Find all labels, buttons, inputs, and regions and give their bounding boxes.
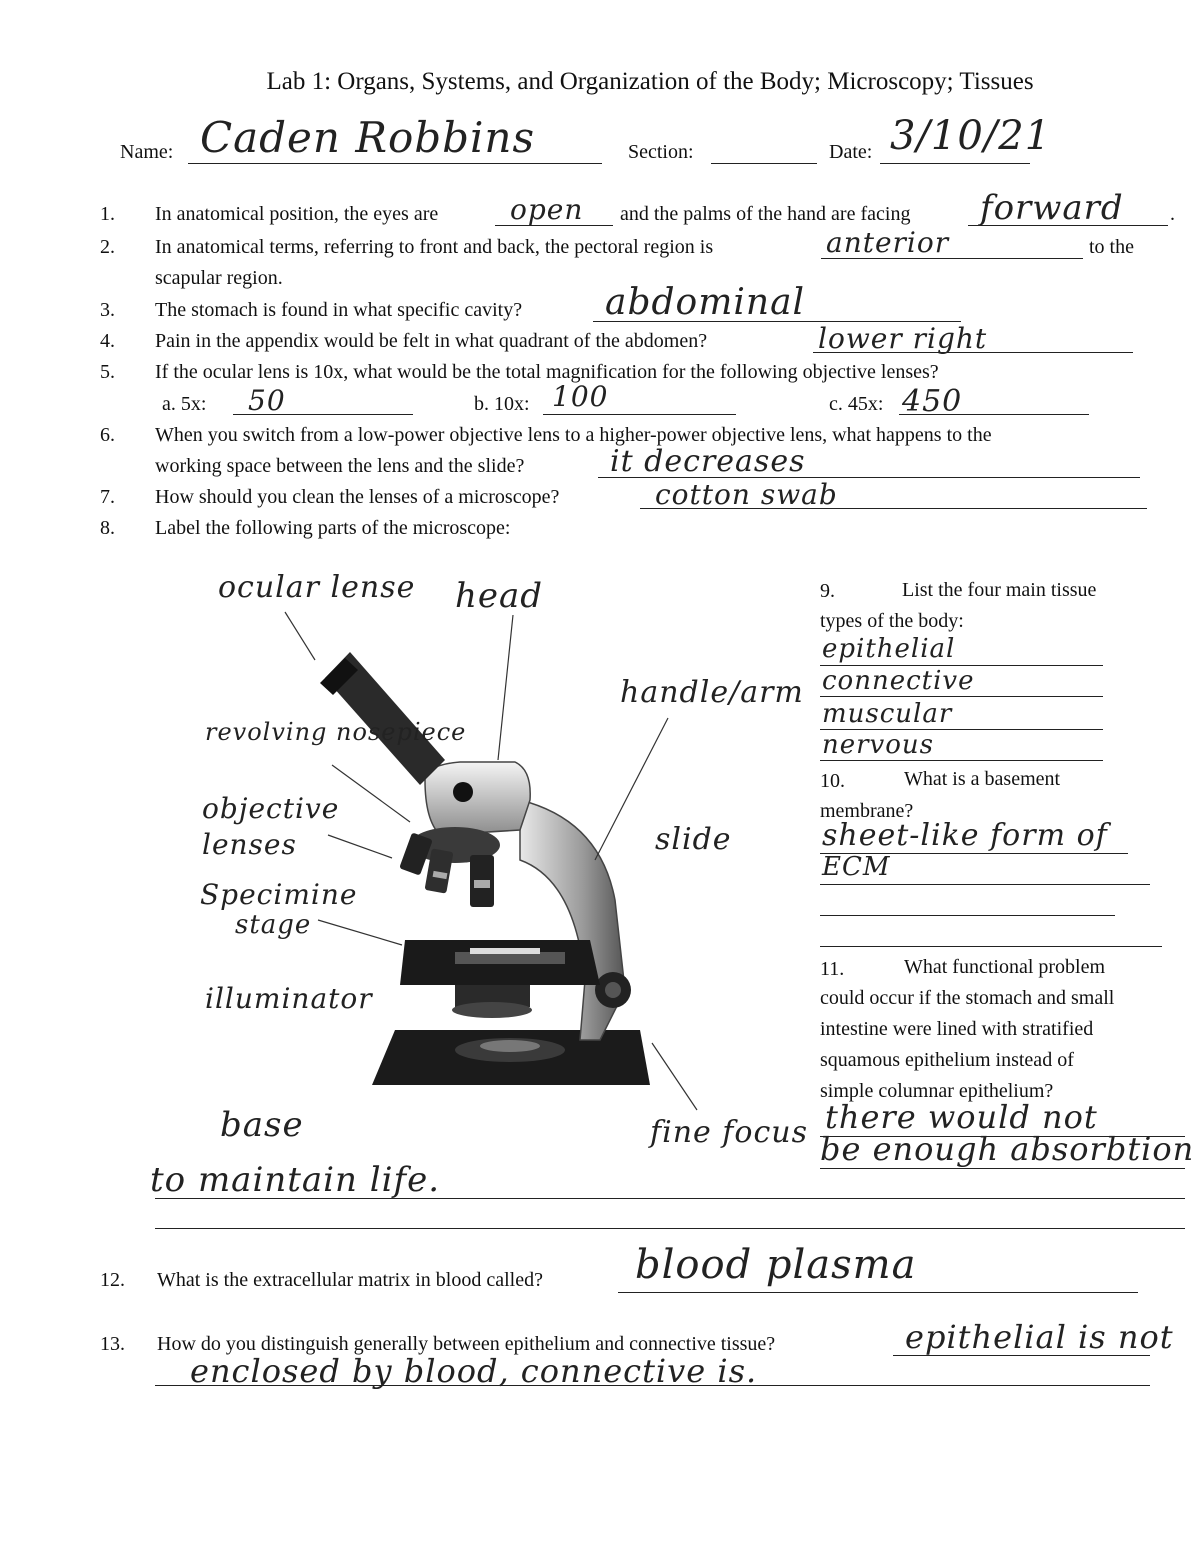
q1-answer-a: open: [510, 193, 584, 226]
q12-number: 12.: [100, 1269, 125, 1291]
q2-text-c: scapular region.: [155, 267, 283, 289]
label-base: base: [220, 1105, 304, 1145]
q5a-label: a. 5x:: [162, 393, 207, 415]
q8-text: Label the following parts of the microscope:: [155, 517, 511, 539]
q11-answer-2: be enough absorbtion: [820, 1130, 1195, 1168]
q11-answer-line-4[interactable]: [155, 1228, 1185, 1229]
label-ocular-lense: ocular lense: [218, 570, 416, 605]
q12-answer: blood plasma: [635, 1242, 917, 1288]
name-label: Name:: [120, 141, 174, 163]
q10-line-4[interactable]: [820, 946, 1162, 947]
q11-line-3: intestine were lined with stratified: [820, 1018, 1094, 1040]
q11-line-5: simple columnar epithelium?: [820, 1080, 1054, 1102]
q10-text-a: What is a basement: [904, 768, 1061, 790]
q5-text: If the ocular lens is 10x, what would be the total magnification for the following objective lenses?: [155, 361, 939, 383]
q11-number: 11.: [820, 958, 845, 980]
q11-line-1: What functional problem: [904, 956, 1106, 978]
q9-text-a: List the four main tissue: [902, 579, 1097, 601]
q5b-answer: 100: [552, 380, 609, 413]
q2-text-b: to the: [1089, 236, 1134, 258]
page-title: Lab 1: Organs, Systems, and Organization of the Body; Microscopy; Tissues: [266, 68, 1034, 95]
q1-answer-b: forward: [980, 188, 1124, 228]
name-answer: Caden Robbins: [200, 113, 536, 162]
q2-answer: anterior: [826, 226, 950, 259]
section-label: Section:: [628, 141, 694, 163]
q10-text-b: membrane?: [820, 800, 914, 822]
label-head: head: [455, 576, 544, 616]
label-slide: slide: [655, 822, 732, 857]
q3-answer: abdominal: [605, 282, 806, 323]
q3-text: The stomach is found in what specific cavity?: [155, 299, 523, 321]
label-illuminator: illuminator: [205, 982, 373, 1015]
q13-text: How do you distinguish generally between epithelium and connective tissue?: [157, 1333, 776, 1355]
q5a-answer: 50: [248, 384, 286, 417]
q9-answer-1: epithelial: [822, 634, 956, 664]
q1-end: .: [1170, 203, 1175, 225]
q9-text-b: types of the body:: [820, 610, 964, 632]
label-specimine: Specimine: [200, 878, 358, 911]
q2-number: 2.: [100, 236, 115, 258]
q9-number: 9.: [820, 580, 835, 602]
q13-answer-2: enclosed by blood, connective is.: [190, 1352, 758, 1390]
q10-answer-2: ECM: [822, 852, 891, 882]
q6-answer: it decreases: [610, 444, 806, 479]
label-lenses: lenses: [202, 828, 297, 861]
q4-text: Pain in the appendix would be felt in what quadrant of the abdomen?: [155, 330, 708, 352]
q5c-answer: 450: [902, 384, 963, 419]
q12-line[interactable]: [618, 1292, 1138, 1293]
q4-answer: lower right: [818, 322, 988, 355]
q6-text-b: working space between the lens and the slide?: [155, 455, 525, 477]
q12-text: What is the extracellular matrix in blood called?: [157, 1269, 543, 1291]
q10-number: 10.: [820, 770, 845, 792]
label-objective: objective: [202, 792, 340, 825]
q7-text: How should you clean the lenses of a microscope?: [155, 486, 560, 508]
q10-answer-1: sheet-like form of: [822, 818, 1108, 853]
q5b-label: b. 10x:: [474, 393, 530, 415]
q9-answer-4: nervous: [822, 730, 934, 760]
q11-answer-3: to maintain life.: [150, 1160, 440, 1200]
q8-number: 8.: [100, 517, 115, 539]
q1-text-b: and the palms of the hand are facing: [620, 203, 911, 225]
q5-number: 5.: [100, 361, 115, 383]
q7-answer: cotton swab: [655, 478, 838, 511]
q10-line-2[interactable]: [820, 884, 1150, 885]
q9-line-4[interactable]: [820, 760, 1103, 761]
q1-text-a: In anatomical position, the eyes are: [155, 203, 439, 225]
q6-text-a: When you switch from a low-power objective lens to a higher-power objective lens, what happens to the: [155, 424, 992, 446]
q1-number: 1.: [100, 203, 115, 225]
q9-answer-2: connective: [822, 666, 975, 696]
label-handle-arm: handle/arm: [620, 675, 804, 710]
date-answer: 3/10/21: [890, 113, 1052, 159]
q11-answer-line-2[interactable]: [820, 1168, 1185, 1169]
q10-line-3[interactable]: [820, 915, 1115, 916]
q5c-label: c. 45x:: [829, 393, 884, 415]
q13-answer-1: epithelial is not: [905, 1318, 1174, 1356]
q2-text-a: In anatomical terms, referring to front and back, the pectoral region is: [155, 236, 714, 258]
q13-number: 13.: [100, 1333, 125, 1355]
q3-number: 3.: [100, 299, 115, 321]
q11-answer-1: there would not: [825, 1098, 1098, 1136]
q11-line-4: squamous epithelium instead of: [820, 1049, 1074, 1071]
label-revolving-nosepiece: revolving nosepiece: [205, 718, 467, 746]
label-stage: stage: [235, 910, 312, 940]
q4-number: 4.: [100, 330, 115, 352]
q9-line-2[interactable]: [820, 696, 1103, 697]
q6-number: 6.: [100, 424, 115, 446]
q7-number: 7.: [100, 486, 115, 508]
date-label: Date:: [829, 141, 873, 163]
q11-line-2: could occur if the stomach and small: [820, 987, 1115, 1009]
label-fine-focus: fine focus: [650, 1115, 808, 1150]
q9-answer-3: muscular: [822, 699, 953, 729]
